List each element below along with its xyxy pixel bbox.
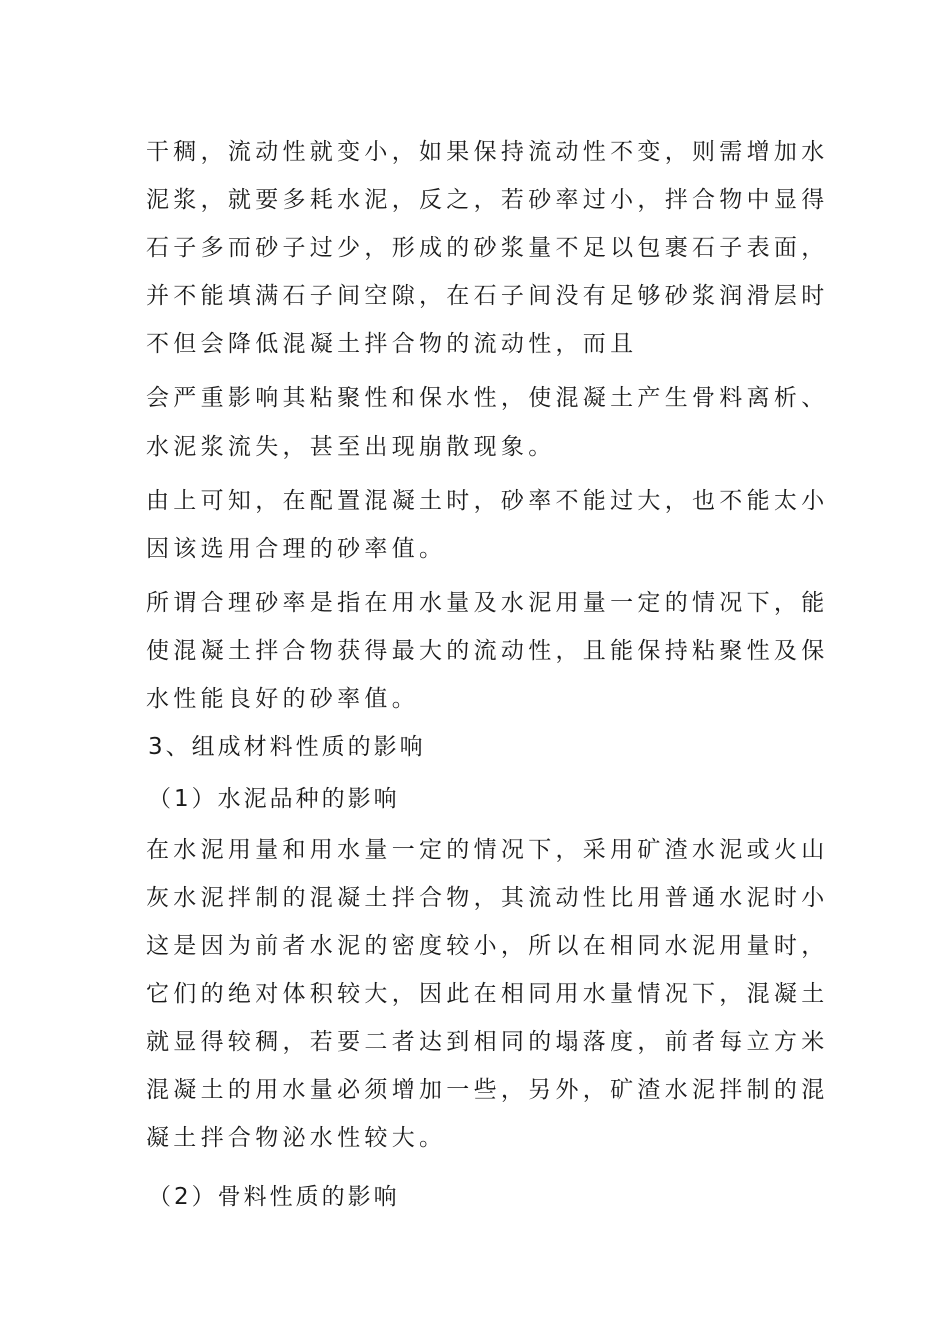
paragraph-line: 水泥浆流失，甚至出现崩散现象。 [146, 434, 556, 460]
paragraph-line: 并不能填满石子间空隙，在石子间没有足够砂浆润滑层时 [146, 283, 829, 309]
paragraph-line: 混凝土的用水量必须增加一些，另外，矿渣水泥拌制的混 [146, 1077, 829, 1103]
paragraph-line: 会严重影响其粘聚性和保水性，使混凝土产生骨料离析、 [146, 385, 829, 411]
paragraph-line: 在水泥用量和用水量一定的情况下，采用矿渣水泥或火山 [146, 837, 829, 863]
paragraph-line: 所谓合理砂率是指在用水量及水泥用量一定的情况下，能 [146, 590, 829, 616]
paragraph-line: 因该选用合理的砂率值。 [146, 536, 447, 562]
paragraph-line: 它们的绝对体积较大，因此在相同用水量情况下，混凝土 [146, 981, 829, 1007]
paragraph-line: 水性能良好的砂率值。 [146, 686, 419, 712]
subsection-heading: （2）骨料性质的影响 [148, 1184, 400, 1210]
paragraph-line: 干稠，流动性就变小，如果保持流动性不变，则需增加水 [146, 139, 829, 165]
paragraph-line: 由上可知，在配置混凝土时，砂率不能过大，也不能太小 [146, 488, 829, 514]
paragraph-line: 凝土拌合物泌水性较大。 [146, 1125, 447, 1151]
subsection-heading: （1）水泥品种的影响 [148, 786, 400, 812]
paragraph-line: 石子多而砂子过少，形成的砂浆量不足以包裹石子表面， [146, 235, 829, 261]
paragraph-line: 就显得较稠，若要二者达到相同的塌落度，前者每立方米 [146, 1029, 829, 1055]
section-heading: 3、组成材料性质的影响 [148, 734, 426, 760]
paragraph-line: 泥浆，就要多耗水泥，反之，若砂率过小，拌合物中显得 [146, 187, 829, 213]
paragraph-line: 不但会降低混凝土拌合物的流动性，而且 [146, 331, 638, 357]
paragraph-line: 这是因为前者水泥的密度较小，所以在相同水泥用量时， [146, 933, 829, 959]
paragraph-line: 使混凝土拌合物获得最大的流动性，且能保持粘聚性及保 [146, 638, 829, 664]
paragraph-line: 灰水泥拌制的混凝土拌合物，其流动性比用普通水泥时小 [146, 885, 829, 911]
